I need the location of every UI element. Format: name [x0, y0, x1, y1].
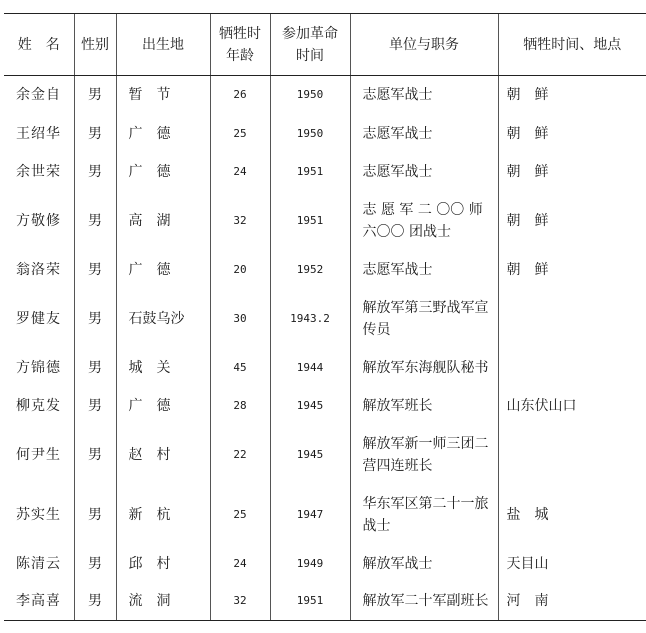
cell-name: 何尹生 — [16, 446, 61, 463]
header-row — [4, 14, 646, 76]
cell-birthplace: 广 德 — [116, 251, 210, 289]
cell-age: 28 — [210, 387, 270, 425]
table-row — [4, 251, 646, 289]
cell-name: 罗健友 — [16, 310, 61, 327]
cell-sacrifice — [498, 349, 646, 387]
header-join-time: 参加革命 时间 — [270, 14, 350, 76]
cell-unit-post: 华东军区第二十一旅战士 — [350, 485, 498, 545]
table-row — [4, 583, 646, 621]
cell-age: 24 — [210, 153, 270, 191]
cell-age: 32 — [210, 583, 270, 621]
table-row — [4, 485, 646, 545]
cell-unit-post: 志愿军战士 — [350, 153, 498, 191]
cell-unit-post: 志愿军战士 — [350, 76, 498, 115]
cell-gender: 男 — [74, 583, 116, 621]
cell-unit-post: 解放军第三野战军宣传员 — [350, 289, 498, 349]
cell-unit-post: 解放军新一师三团二营四连班长 — [350, 425, 498, 485]
cell-join-time: 1951 — [270, 191, 350, 251]
cell-unit-post: 志 愿 军 二 〇〇 师 六〇〇 团战士 — [350, 191, 498, 251]
cell-birthplace: 新 杭 — [116, 485, 210, 545]
cell-gender: 男 — [74, 289, 116, 349]
cell-sacrifice: 朝 鲜 — [498, 251, 646, 289]
cell-birthplace: 赵 村 — [116, 425, 210, 485]
cell-name: 柳克发 — [16, 397, 61, 414]
cell-age: 25 — [210, 485, 270, 545]
cell-birthplace: 流 洞 — [116, 583, 210, 621]
table-row — [4, 349, 646, 387]
header-sacrifice: 牺牲时间、地点 — [498, 14, 646, 76]
martyrs-table — [4, 13, 646, 621]
cell-sacrifice — [498, 289, 646, 349]
cell-unit-post: 解放军东海舰队秘书 — [350, 349, 498, 387]
cell-sacrifice: 山东伏山口 — [498, 387, 646, 425]
table-row — [4, 387, 646, 425]
cell-sacrifice: 朝 鲜 — [498, 76, 646, 115]
cell-join-time: 1945 — [270, 425, 350, 485]
cell-join-time: 1950 — [270, 115, 350, 153]
cell-name: 方锦德 — [16, 359, 61, 376]
cell-age: 22 — [210, 425, 270, 485]
cell-birthplace: 邱 村 — [116, 545, 210, 583]
header-gender: 性别 — [74, 14, 116, 76]
cell-unit-post: 志愿军战士 — [350, 115, 498, 153]
cell-unit-post: 解放军二十军副班长 — [350, 583, 498, 621]
cell-join-time: 1950 — [270, 76, 350, 115]
cell-age: 20 — [210, 251, 270, 289]
cell-gender: 男 — [74, 387, 116, 425]
cell-age: 45 — [210, 349, 270, 387]
cell-join-time: 1944 — [270, 349, 350, 387]
cell-name: 翁洛荣 — [16, 261, 61, 278]
cell-sacrifice: 河 南 — [498, 583, 646, 621]
cell-birthplace: 高 湖 — [116, 191, 210, 251]
header-birthplace: 出生地 — [116, 14, 210, 76]
table-row — [4, 425, 646, 485]
cell-birthplace: 广 德 — [116, 115, 210, 153]
cell-age: 32 — [210, 191, 270, 251]
table-row — [4, 191, 646, 251]
table-row — [4, 115, 646, 153]
cell-birthplace: 石鼓乌沙 — [116, 289, 210, 349]
cell-birthplace: 广 德 — [116, 387, 210, 425]
cell-join-time: 1943.2 — [270, 289, 350, 349]
cell-gender: 男 — [74, 425, 116, 485]
cell-join-time: 1945 — [270, 387, 350, 425]
cell-unit-post: 解放军班长 — [350, 387, 498, 425]
header-name: 姓 名 — [4, 14, 74, 76]
cell-name: 陈清云 — [16, 555, 61, 572]
cell-age: 25 — [210, 115, 270, 153]
cell-birthplace: 广 德 — [116, 153, 210, 191]
cell-sacrifice: 盐 城 — [498, 485, 646, 545]
cell-sacrifice: 朝 鲜 — [498, 115, 646, 153]
table-row — [4, 289, 646, 349]
cell-birthplace: 城 关 — [116, 349, 210, 387]
cell-unit-post: 解放军战士 — [350, 545, 498, 583]
cell-name: 王绍华 — [16, 125, 61, 142]
cell-gender: 男 — [74, 251, 116, 289]
cell-gender: 男 — [74, 545, 116, 583]
cell-join-time: 1952 — [270, 251, 350, 289]
cell-age: 30 — [210, 289, 270, 349]
cell-gender: 男 — [74, 349, 116, 387]
cell-gender: 男 — [74, 485, 116, 545]
table-row — [4, 153, 646, 191]
table-row — [4, 545, 646, 583]
cell-gender: 男 — [74, 115, 116, 153]
cell-name: 余世荣 — [16, 163, 61, 180]
cell-sacrifice: 朝 鲜 — [498, 153, 646, 191]
cell-unit-post: 志愿军战士 — [350, 251, 498, 289]
cell-join-time: 1951 — [270, 153, 350, 191]
cell-join-time: 1947 — [270, 485, 350, 545]
header-unit-post: 单位与职务 — [350, 14, 498, 76]
header-age: 牺牲时 年龄 — [210, 14, 270, 76]
cell-sacrifice: 天目山 — [498, 545, 646, 583]
cell-gender: 男 — [74, 153, 116, 191]
cell-age: 26 — [210, 76, 270, 115]
cell-gender: 男 — [74, 76, 116, 115]
cell-sacrifice — [498, 425, 646, 485]
cell-name: 李高喜 — [4, 583, 74, 621]
cell-age: 24 — [210, 545, 270, 583]
cell-join-time: 1949 — [270, 545, 350, 583]
cell-gender: 男 — [74, 191, 116, 251]
cell-name: 方敬修 — [16, 212, 61, 229]
cell-sacrifice: 朝 鲜 — [498, 191, 646, 251]
cell-name: 苏实生 — [16, 506, 61, 523]
table-row — [4, 76, 646, 115]
cell-join-time: 1951 — [270, 583, 350, 621]
cell-name: 余金自 — [16, 87, 61, 104]
cell-birthplace: 暂 节 — [116, 76, 210, 115]
